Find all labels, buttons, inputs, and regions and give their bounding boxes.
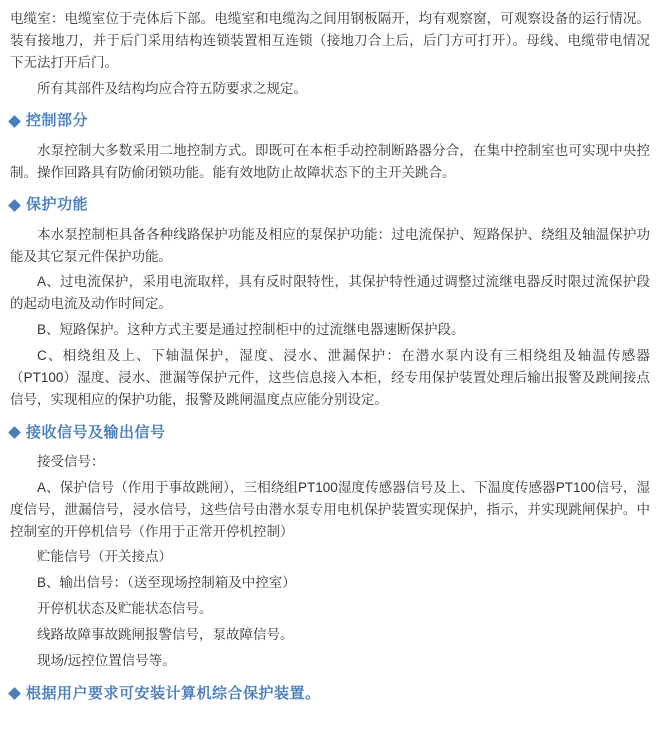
body-paragraph: A、保护信号（作用于事故跳闸），三相绕组PT100湿度传感器信号及上、下温度传感器PT100信号，湿度信号，泄漏信号，浸水信号，这些信号由潜水泵专用电机保护装置实现保护，指示，并实现跳闸保护。中控制室的开停机信号（作用于正常开停机控制） xyxy=(10,479,650,539)
section-heading xyxy=(10,421,650,445)
section-heading-label: 保护功能 xyxy=(26,196,89,214)
body-paragraph: 水泵控制大多数采用二地控制方式。即既可在本柜手动控制断路器分合，在集中控制室也可实现中央控制。操作回路具有防偷闭锁功能。能有效地防止故障状态下的主开关跳合。 xyxy=(10,142,650,180)
section-heading-label: 接收信号及输出信号 xyxy=(26,423,166,441)
body-paragraph: 接受信号： xyxy=(37,453,105,469)
diamond-bullet-icon xyxy=(8,687,21,700)
body-paragraph: 开停机状态及贮能状态信号。 xyxy=(37,601,213,617)
body-paragraph: C、相绕组及上、下轴温保护，湿度、浸水、泄漏保护：在潜水泵内设有三相绕组及轴温传感器（PT100）湿度、浸水、泄漏等保护元件，这些信息接入本柜，经专用保护装置处理后输出报警及跳闸接点信号，实现相应的保护功能，报警及跳闸温度点应能分别设定。 xyxy=(10,348,650,407)
document-content xyxy=(10,8,650,706)
body-paragraph: 贮能信号（开关接点） xyxy=(37,549,172,565)
section-heading-label: 控制部分 xyxy=(26,112,89,130)
section-heading xyxy=(10,193,650,217)
diamond-bullet-icon xyxy=(8,115,21,128)
body-paragraph: 电缆室：电缆室位于壳体后下部。电缆室和电缆沟之间用钢板隔开，均有观察窗，可观察设备的运行情况。装有接地刀，并于后门采用结构连锁装置相互连锁（接地刀合上后，后门方可打开）。母线、电缆带电情况下无法打开后门。 xyxy=(10,11,650,70)
diamond-bullet-icon xyxy=(8,199,21,212)
diamond-bullet-icon xyxy=(8,426,21,439)
section-heading-label: 根据用户要求可安装计算机综合保护装置。 xyxy=(26,684,321,702)
section-heading xyxy=(10,109,650,133)
section-heading xyxy=(10,682,650,706)
body-paragraph: 所有其部件及结构均应合符五防要求之规定。 xyxy=(37,80,307,96)
body-paragraph: 本水泵控制柜具备各种线路保护功能及相应的泵保护功能：过电流保护、短路保护、绕组及轴温保护功能及其它泵元件保护功能。 xyxy=(10,226,650,264)
body-paragraph: 线路故障事故跳闸报警信号，泵故障信号。 xyxy=(37,626,294,642)
body-paragraph: B、短路保护。这种方式主要是通过控制柜中的过流继电器速断保护段。 xyxy=(37,322,465,338)
body-paragraph: B、输出信号：（送至现场控制箱及中控室） xyxy=(37,575,296,591)
body-paragraph: A、过电流保护，采用电流取样，具有反时限特性，其保护特性通过调整过流继电器反时限过流保护段的起动电流及动作时间定。 xyxy=(10,274,650,312)
body-paragraph: 现场/远控位置信号等。 xyxy=(37,652,176,668)
